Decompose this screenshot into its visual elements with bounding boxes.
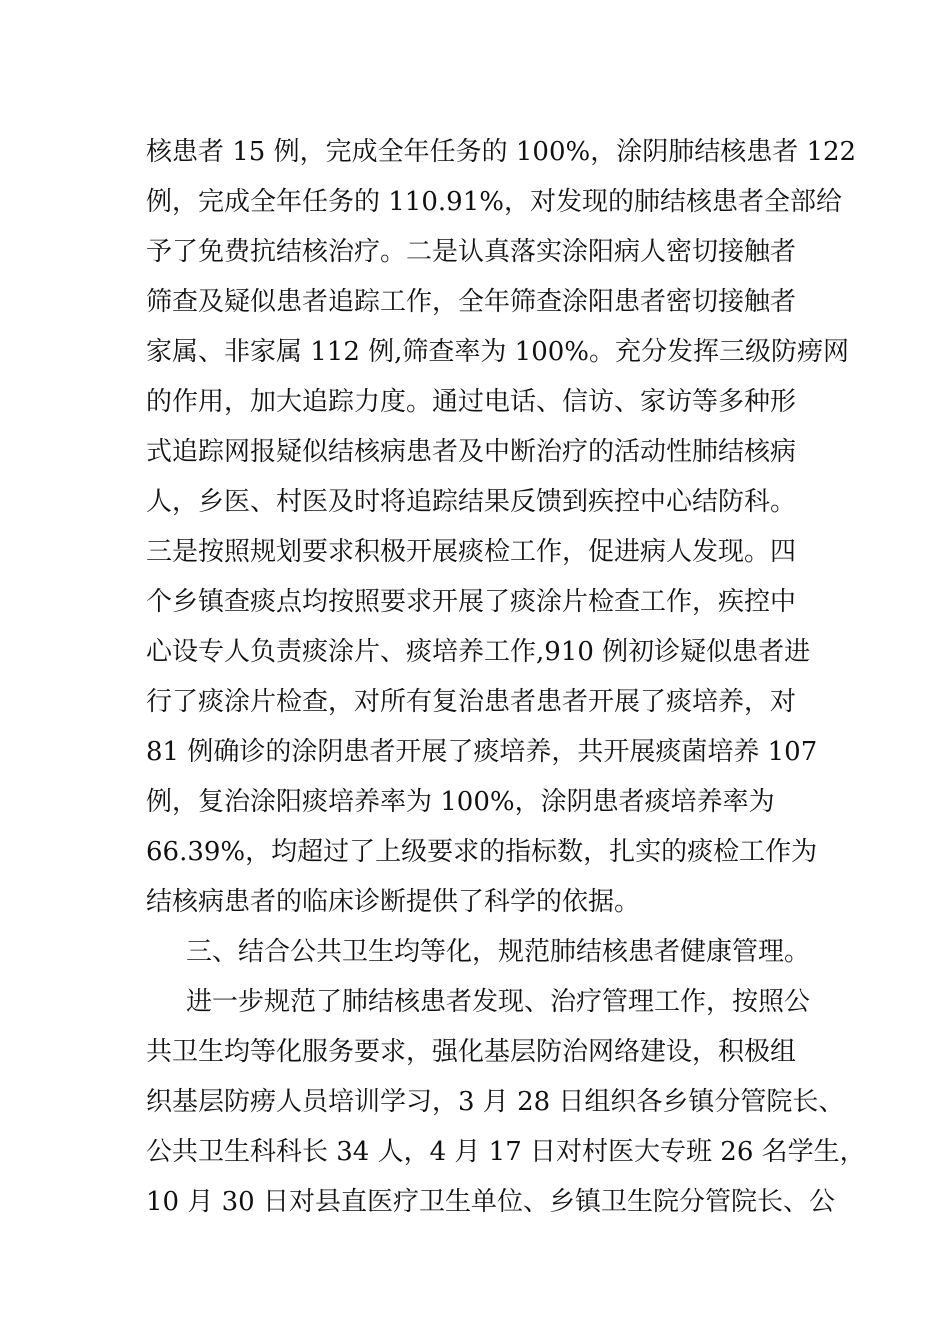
text-line: 核患者 15 例，完成全年任务的 100%，涂阴肺结核患者 122 [146, 137, 857, 167]
text-line: 10 月 30 日对县直医疗卫生单位、乡镇卫生院分管院长、公 [146, 1187, 835, 1217]
text-line: 81 例确诊的涂阴患者开展了痰培养，共开展痰菌培养 107 [146, 737, 818, 767]
text-line: 的作用，加大追踪力度。通过电话、信访、家访等多种形 [146, 387, 797, 417]
text-line: 人，乡医、村医及时将追踪结果反馈到疾控中心结防科。 [146, 487, 797, 517]
text-line: 心设专人负责痰涂片、痰培养工作,910 例初诊疑似患者进 [146, 637, 811, 667]
text-line: 予了免费抗结核治疗。二是认真落实涂阳病人密切接触者 [146, 237, 797, 267]
text-line: 织基层防痨人员培训学习，3 月 28 日组织各乡镇分管院长、 [146, 1087, 845, 1117]
text-line: 共卫生均等化服务要求，强化基层防治网络建设，积极组 [146, 1037, 797, 1067]
text-line: 行了痰涂片检查，对所有复治患者患者开展了痰培养，对 [146, 687, 797, 717]
text-line: 66.39%，均超过了上级要求的指标数，扎实的痰检工作为 [146, 837, 818, 867]
text-line: 三是按照规划要求积极开展痰检工作，促进病人发现。四 [146, 537, 797, 567]
text-line: 家属、非家属 112 例,筛查率为 100%。充分发挥三级防痨网 [146, 337, 850, 367]
text-line: 个乡镇查痰点均按照要求开展了痰涂片检查工作，疾控中 [146, 587, 797, 617]
text-line: 公共卫生科科长 34 人，4 月 17 日对村医大专班 26 名学生， [146, 1137, 866, 1167]
text-line: 结核病患者的临床诊断提供了科学的依据。 [146, 887, 641, 917]
text-line: 筛查及疑似患者追踪工作，全年筛查涂阳患者密切接触者 [146, 287, 797, 317]
section-heading: 三、结合公共卫生均等化，规范肺结核患者健康管理。 [186, 937, 811, 967]
text-line: 式追踪网报疑似结核病患者及中断治疗的活动性肺结核病 [146, 437, 797, 467]
text-line: 进一步规范了肺结核患者发现、治疗管理工作，按照公 [186, 987, 811, 1017]
text-line: 例，复治涂阳痰培养率为 100%，涂阴患者痰培养率为 [146, 787, 775, 817]
text-line: 例，完成全年任务的 110.91%，对发现的肺结核患者全部给 [146, 187, 842, 217]
